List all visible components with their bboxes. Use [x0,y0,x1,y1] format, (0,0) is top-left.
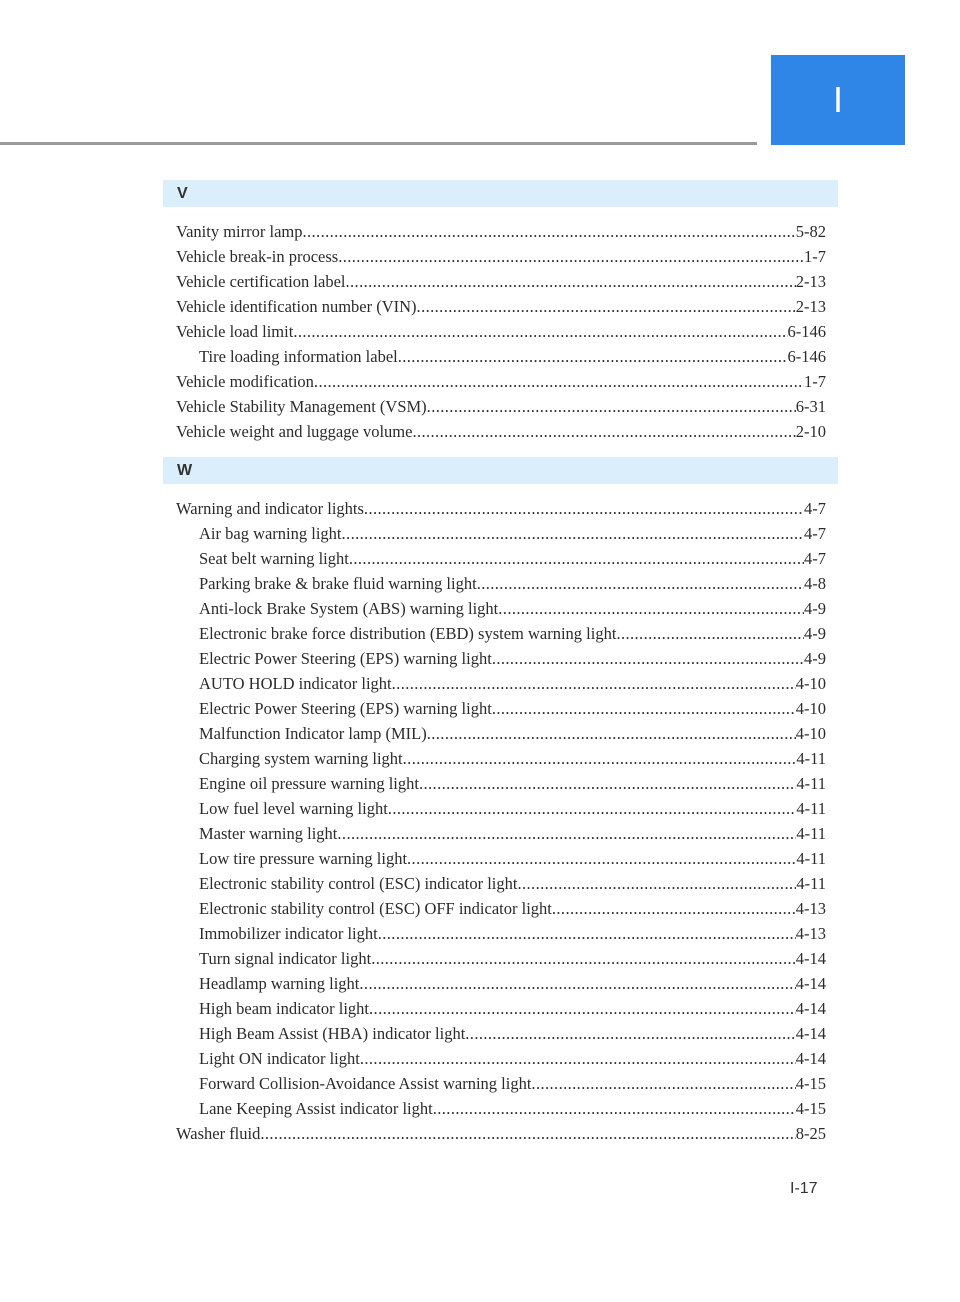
dot-leader [407,846,796,871]
dot-leader [465,1021,795,1046]
entry-label: Tire loading information label [199,347,398,366]
entry-label: Low tire pressure warning light [199,849,408,868]
entry-list [163,484,838,1159]
entry-page-ref: 4-14 [795,974,826,993]
dot-leader [371,946,796,971]
entry-page-ref: 4-9 [804,624,826,643]
entry-label: Engine oil pressure warning light [199,774,419,793]
index-subentry[interactable] [176,1096,826,1121]
entry-page-ref: 4-8 [804,574,826,593]
dot-leader [517,871,796,896]
index-subentry[interactable] [176,571,826,596]
entry-page-ref: 4-11 [796,749,826,768]
entry-page-ref: 2-13 [795,297,826,316]
entry-page-ref: 6-146 [787,347,826,366]
entry-page-ref: 6-146 [787,322,826,341]
entry-page-ref: 2-10 [795,422,826,441]
entry-page-ref: 4-11 [796,799,826,818]
entry-label: Air bag warning light [199,524,342,543]
entry-page-ref: 1-7 [804,247,826,266]
entry-page-ref: 4-7 [804,499,826,518]
entry-page-ref: 4-13 [795,924,826,943]
index-subentry[interactable] [176,696,826,721]
dot-leader [492,696,796,721]
dot-leader [378,921,796,946]
entry-label: High beam indicator light [199,999,370,1018]
dot-leader [388,796,797,821]
entry-label: Vehicle certification label [176,272,346,291]
dot-leader [403,746,797,771]
index-subentry[interactable] [176,846,826,871]
index-subentry[interactable] [176,896,826,921]
index-entry[interactable] [176,419,826,444]
entry-page-ref: 4-11 [796,849,826,868]
page-number: I-17 [790,1180,818,1197]
entry-label: Electronic stability control (ESC) indicator light [199,874,518,893]
index-subentry[interactable] [176,671,826,696]
index-subentry[interactable] [176,996,826,1021]
entry-page-ref: 4-14 [795,1049,826,1068]
entry-page-ref: 1-7 [804,372,826,391]
entry-label: High Beam Assist (HBA) indicator light [199,1024,466,1043]
dot-leader [392,671,796,696]
section-letter: W [177,461,193,479]
entry-label: Malfunction Indicator lamp (MIL) [199,724,427,743]
entry-label: Turn signal indicator light [199,949,372,968]
entry-label: Washer fluid [176,1124,261,1143]
dot-leader [552,896,796,921]
header-rule [0,142,757,145]
entry-page-ref: 4-11 [796,874,826,893]
entry-label: Charging system warning light [199,749,403,768]
entry-page-ref: 4-7 [804,524,826,543]
entry-label: Headlamp warning light [199,974,360,993]
dot-leader [293,319,787,344]
entry-label: Vehicle modification [176,372,314,391]
entry-label: Anti-lock Brake System (ABS) warning light [199,599,499,618]
entry-page-ref: 4-7 [804,549,826,568]
dot-leader [498,596,804,621]
index-subentry[interactable] [176,521,826,546]
index-entry[interactable] [176,294,826,319]
dot-leader [417,294,796,319]
dot-leader [398,344,788,369]
index-entry[interactable] [176,319,826,344]
dot-leader [302,219,795,244]
entry-page-ref: 4-13 [795,899,826,918]
index-subentry[interactable] [176,546,826,571]
index-entry[interactable] [176,1121,826,1146]
entry-label: Low fuel level warning light [199,799,388,818]
dot-leader [427,721,796,746]
index-subentry[interactable] [176,796,826,821]
section-header-w [163,457,838,484]
entry-page-ref: 2-13 [795,272,826,291]
entry-label: Electric Power Steering (EPS) warning light [199,699,492,718]
index-entry[interactable] [176,219,826,244]
dot-leader [364,496,804,521]
index-subentry[interactable] [176,771,826,796]
entry-label: Electronic stability control (ESC) OFF indicator light [199,899,552,918]
entry-page-ref: 8-25 [795,1124,826,1143]
entry-page-ref: 6-31 [795,397,826,416]
dot-leader [477,571,804,596]
entry-page-ref: 4-10 [795,724,826,743]
index-subentry[interactable] [176,1071,826,1096]
index-entry[interactable] [176,269,826,294]
entry-page-ref: 4-10 [795,699,826,718]
index-subentry[interactable] [176,596,826,621]
dot-leader [338,244,804,269]
index-entry[interactable] [176,496,826,521]
section-tab-letter: I [832,79,843,120]
entry-label: Seat belt warning light [199,549,349,568]
section-letter: V [177,184,188,202]
entry-page-ref: 4-14 [795,949,826,968]
dot-leader [419,771,796,796]
dot-leader [314,369,804,394]
entry-label: Light ON indicator light [199,1049,360,1068]
dot-leader [492,646,804,671]
index-subentry[interactable] [176,646,826,671]
entry-label: Immobilizer indicator light [199,924,378,943]
index-section-w [163,457,838,1159]
entry-label: Vehicle weight and luggage volume [176,422,413,441]
index-section-v [163,180,838,457]
index-subentry[interactable] [176,821,826,846]
index-subentry[interactable] [176,1021,826,1046]
entry-label: Master warning light [199,824,338,843]
entry-page-ref: 4-11 [796,824,826,843]
entry-label: AUTO HOLD indicator light [199,674,392,693]
index-subentry[interactable] [176,621,826,646]
entry-label: Electric Power Steering (EPS) warning light [199,649,492,668]
dot-leader [369,996,796,1021]
dot-leader [260,1121,795,1146]
entry-page-ref: 4-11 [796,774,826,793]
index-subentry[interactable] [176,871,826,896]
index-entry[interactable] [176,244,826,269]
entry-label: Lane Keeping Assist indicator light [199,1099,433,1118]
dot-leader [337,821,796,846]
dot-leader [531,1071,795,1096]
index-subentry[interactable] [176,971,826,996]
dot-leader [616,621,804,646]
entry-label: Vehicle break-in process [176,247,339,266]
dot-leader [346,269,796,294]
entry-label: Vehicle identification number (VIN) [176,297,417,316]
entry-list [163,207,838,457]
index-entry[interactable] [176,394,826,419]
index-subentry[interactable] [176,721,826,746]
entry-label: Vehicle load limit [176,322,294,341]
entry-page-ref: 4-15 [795,1074,826,1093]
index-subentry[interactable] [176,344,826,369]
dot-leader [427,394,796,419]
dot-leader [412,419,795,444]
dot-leader [360,1046,796,1071]
entry-label: Forward Collision-Avoidance Assist warning light [199,1074,532,1093]
entry-page-ref: 4-14 [795,999,826,1018]
dot-leader [359,971,795,996]
index-subentry[interactable] [176,1046,826,1071]
section-header-v [163,180,838,207]
entry-page-ref: 4-9 [804,599,826,618]
entry-page-ref: 4-9 [804,649,826,668]
entry-label: Electronic brake force distribution (EBD) system warning light [199,624,617,643]
entry-label: Vanity mirror lamp [176,222,303,241]
entry-label: Parking brake & brake fluid warning light [199,574,477,593]
index-content [163,180,838,1159]
index-subentry[interactable] [176,746,826,771]
index-subentry[interactable] [176,921,826,946]
entry-label: Warning and indicator lights [176,499,364,518]
entry-page-ref: 5-82 [795,222,826,241]
dot-leader [433,1096,796,1121]
index-subentry[interactable] [176,946,826,971]
dot-leader [342,521,804,546]
section-tab [771,55,905,145]
entry-page-ref: 4-15 [795,1099,826,1118]
entry-page-ref: 4-10 [795,674,826,693]
dot-leader [349,546,804,571]
index-entry[interactable] [176,369,826,394]
entry-page-ref: 4-14 [795,1024,826,1043]
entry-label: Vehicle Stability Management (VSM) [176,397,427,416]
